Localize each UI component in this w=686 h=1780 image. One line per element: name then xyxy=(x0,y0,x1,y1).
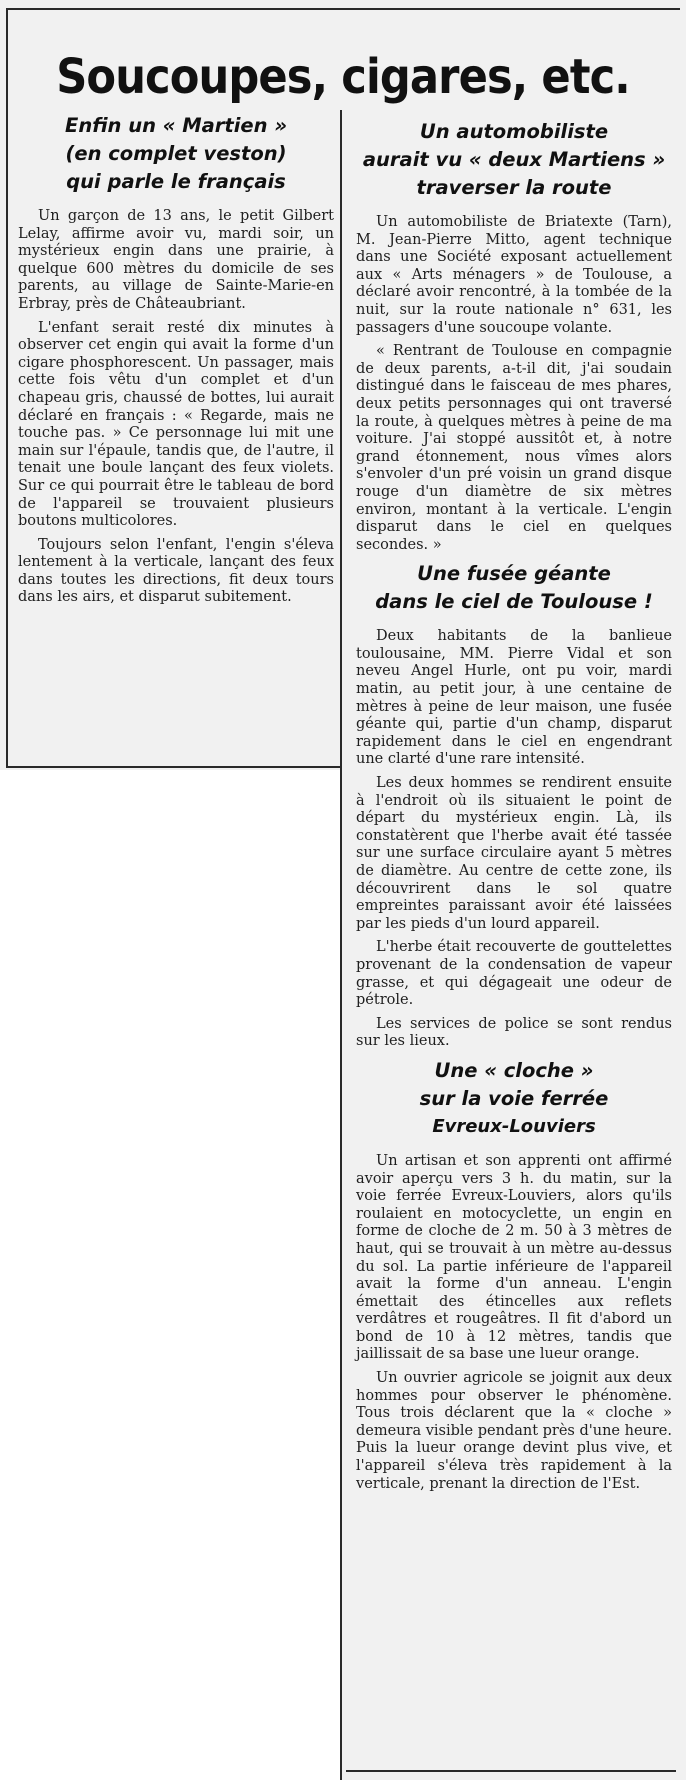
top-border xyxy=(6,8,680,10)
subhead-line: Une « cloche » xyxy=(434,1058,594,1082)
paragraph: L'enfant serait resté dix minutes à observer cet engin qui avait la forme d'un cigare phosphorescent. Un passager, mais cette fois vêtu d'un complet et d'un chapeau gris, chaussé de bottes, lui aurait déclaré en français : « Regarde, mais ne touche pas. » Ce personnage lui mit une main sur l'épaule, tandis que, de l'autre, il tenait une boule lançant des feux violets. Sur ce qui pourrait être le tableau de bord de l'appareil se trouvaient plusieurs boutons multicolores. xyxy=(18,319,334,530)
left-border xyxy=(6,8,8,768)
paragraph: Un automobiliste de Briatexte (Tarn), M. Jean-Pierre Mitto, agent technique dans une Société exposant actuellement aux « Arts ménagers » de Toulouse, a déclaré avoir rencontré, à la tombée de la nuit, sur la route nationale n° 631, les passagers d'une soucoupe volante. xyxy=(356,214,672,336)
headline: Soucoupes, cigares, etc. xyxy=(56,49,630,106)
column-right xyxy=(356,112,672,1499)
subhead-line: (en complet veston) xyxy=(65,142,287,165)
article-automobiliste xyxy=(356,118,672,554)
subhead-line: qui parle le français xyxy=(66,170,286,193)
subhead-line: dans le ciel de Toulouse ! xyxy=(375,590,653,614)
paragraph: Les deux hommes se rendirent ensuite à l'endroit où ils situaient le point de départ du mystérieux engin. Là, ils constatèrent que l'herbe avait été tassée sur une surface circulaire ayant 5 mètres de diamètre. Au centre de cette zone, ils découvrirent dans le sol quatre empreintes paraissant avoir été laissées par les pieds d'un lourd appareil. xyxy=(356,775,672,932)
paragraph: Un garçon de 13 ans, le petit Gilbert Lelay, affirme avoir vu, mardi soir, un mystérieux engin dans une prairie, à quelque 600 mètres du domicile de ses parents, au village de Sainte-Marie-en Erbray, près de Châteaubriant. xyxy=(18,208,334,312)
subhead-line: Enfin un « Martien » xyxy=(65,114,287,137)
subhead-line: traverser la route xyxy=(416,176,612,199)
subhead-line: Un automobiliste xyxy=(419,120,609,143)
paragraph: Les services de police se sont rendus sur les lieux. xyxy=(356,1015,672,1050)
subhead-line: Evreux-Louviers xyxy=(432,1115,596,1137)
subhead-line: sur la voie ferrée xyxy=(419,1086,609,1110)
paragraph: « Rentrant de Toulouse en compagnie de deux parents, a-t-il dit, j'ai soudain distingué dans le faisceau de mes phares, deux petits personnages qui ont traversé la route, à quelques mètres à peine de ma voiture. J'ai stoppé aussitôt et, à notre grand étonnement, nous vîmes alors s'envoler d'un pré voisin un grand disque rouge d'un diamètre de six mètres environ, montant à la verticale. L'engin disparut dans le ciel en quelques secondes. » xyxy=(356,343,672,553)
article-cloche xyxy=(356,1057,672,1493)
subhead-cloche xyxy=(356,1057,672,1141)
paragraph: L'herbe était recouverte de gouttelettes provenant de la condensation de vapeur grasse, et qui dégageait une odeur de pétrole. xyxy=(356,939,672,1009)
left-bottom-border xyxy=(6,766,342,768)
column-divider xyxy=(340,110,342,1780)
subhead-line: Une fusée géante xyxy=(417,562,611,586)
column-left xyxy=(18,112,334,613)
right-bottom-border xyxy=(346,1770,676,1772)
paragraph: Toujours selon l'enfant, l'engin s'éleva lentement à la verticale, lançant des feux dans toutes les directions, fit deux tours dans les airs, et disparut subitement. xyxy=(18,536,334,606)
subhead-line: aurait vu « deux Martiens » xyxy=(362,148,666,171)
paragraph: Un ouvrier agricole se joignit aux deux hommes pour observer le phénomène. Tous trois déclarent que la « cloche » demeura visible pendant près d'une heure. Puis la lueur orange devint plus vive, et l'appareil s'éleva très rapidement à la verticale, prenant la direction de l'Est. xyxy=(356,1370,672,1492)
subhead-automobiliste xyxy=(356,118,672,202)
subhead-martien xyxy=(18,112,334,196)
article-fusee xyxy=(356,560,672,1051)
paragraph: Deux habitants de la banlieue toulousaine, MM. Pierre Vidal et son neveu Angel Hurle, ont pu voir, mardi matin, au petit jour, à une centaine de mètres à peine de leur maison, une fusée géante qui, partie d'un champ, disparut rapidement dans le ciel en engendrant une clarté d'une rare intensité. xyxy=(356,628,672,768)
subhead-fusee xyxy=(356,560,672,616)
paragraph: Un artisan et son apprenti ont affirmé avoir aperçu vers 3 h. du matin, sur la voie ferrée Evreux-Louviers, alors qu'ils roulaient en motocyclette, un engin en forme de cloche de 2 m. 50 à 3 mètres de haut, qui se trouvait à un mètre au-dessus du sol. La partie inférieure de l'appareil avait la forme d'un anneau. L'engin émettait des étincelles aux reflets verdâtres et rougeâtres. Il fit d'abord un bond de 10 à 12 mètres, tandis que jaillissait de sa base une lueur orange. xyxy=(356,1152,672,1363)
